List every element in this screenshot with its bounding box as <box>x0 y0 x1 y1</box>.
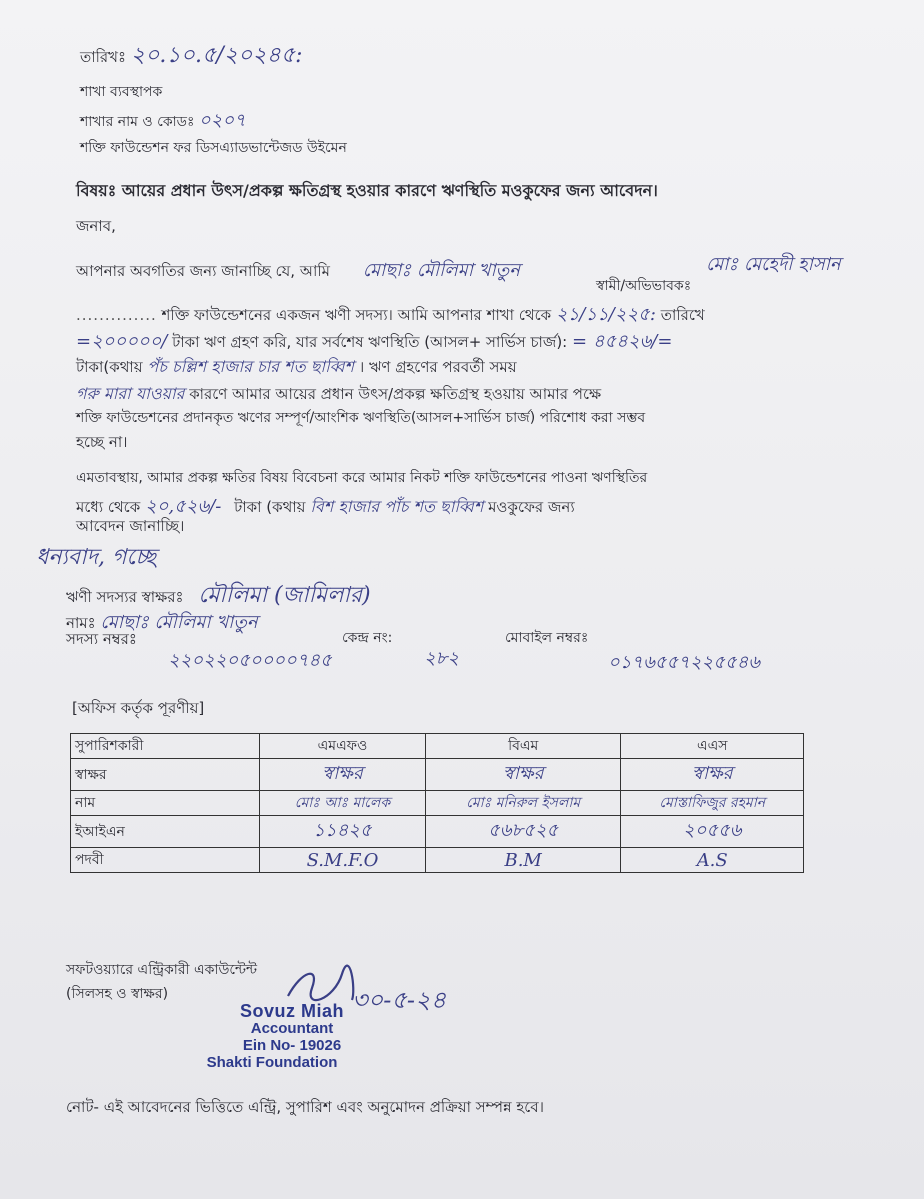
accountant-sublabel: (সিলসহ ও স্বাক্ষর) <box>66 986 169 1002</box>
seal-role: Accountant <box>250 1020 334 1037</box>
table-cell: ৫৬৮৫২৫ <box>425 816 621 848</box>
table-cell: মোঃ মনিরুল ইসলাম <box>425 791 621 816</box>
recommendation-table <box>70 733 804 873</box>
para-text: টাকা (কথায় <box>234 498 306 516</box>
table-cell: এমএফও <box>260 734 426 759</box>
name-label: নামঃ <box>66 614 96 632</box>
waiver-in-words: বিশ হাজার পাঁচ শত ছাব্বিশ <box>310 497 484 516</box>
table-row <box>71 734 804 759</box>
para-text: টাকা ঋণ গ্রহণ করি, যার সর্বশেষ ঋণস্থিতি (আসল+ সার্ভিস চার্জ): <box>172 333 568 351</box>
table-row <box>71 816 804 848</box>
mobile-number: ০১৭৬৫৫৭২২৫৫৪৬ <box>608 652 761 673</box>
para1-line1 <box>76 256 520 287</box>
date-line <box>80 38 303 75</box>
table-cell: B.M <box>425 848 621 873</box>
table-cell: মোঃ আঃ মালেক <box>260 791 426 816</box>
accountant-seal <box>206 1001 345 1071</box>
center-label: কেন্দ্র নং: <box>342 630 393 646</box>
para-text: তারিখে <box>660 306 705 324</box>
spouse-label: স্বামী/অভিভাবকঃ <box>596 278 692 294</box>
signature-cell: স্বাক্ষর <box>621 759 804 791</box>
row-label: স্বাক্ষর <box>71 759 260 791</box>
member-number: ২২০২২০৫০০০০৭৪৫ <box>168 650 332 671</box>
signature-cell: স্বাক্ষর <box>425 759 621 791</box>
loan-date: ২১/১১/২২৫: <box>555 304 656 325</box>
loss-reason: গরু মারা যাওয়ার <box>76 384 185 403</box>
signature-cell: স্বাক্ষর <box>260 759 426 791</box>
para-text: মওকুফের জন্য <box>488 498 575 516</box>
waiver-amount: ২০,৫২৬/- <box>144 496 222 517</box>
table-cell: বিএম <box>425 734 621 759</box>
para1-line6: শক্তি ফাউন্ডেশনের প্রদানকৃত ঋণের সম্পূর্ণ/আংশিক ঋণস্থিতি(আসল+সার্ভিস চার্জ) পরিশোধ করা সম্ভব <box>76 410 646 426</box>
subject-line: বিষয়ঃ আয়ের প্রধান উৎস/প্রকল্প ক্ষতিগ্রস্থ হওয়ার কারণে ঋণস্থিতি মওকুফের জন্য আবেদন। <box>76 181 658 200</box>
branch-label: শাখার নাম ও কোডঃ <box>80 114 195 130</box>
row-label: সুপারিশকারী <box>71 734 260 759</box>
row-label: পদবী <box>71 848 260 873</box>
member-number-label: সদস্য নম্বরঃ <box>66 630 137 648</box>
seal-name: Sovuz Miah <box>240 1001 345 1021</box>
branch-code: ০২০৭ <box>198 110 246 131</box>
handwritten-note: ধন্যবাদ, গচ্ছে <box>36 545 157 570</box>
applicant-name: মোছাঃ মৌলিমা খাতুন <box>362 260 520 281</box>
table-cell: A.S <box>621 848 804 873</box>
seal-organization: Shakti Foundation <box>206 1054 338 1071</box>
center-number: ২৮২ <box>424 648 460 669</box>
para2-line3: আবেদন জানাচ্ছি। <box>76 517 185 535</box>
organization-line: শক্তি ফাউন্ডেশন ফর ডিসএ্যাডভান্টেজড উইমেন <box>80 140 347 156</box>
accountant-sign-date: ৩০-৫-২৪ <box>352 986 447 1014</box>
table-row <box>71 848 804 873</box>
para-text: টাকা(কথায় <box>76 358 143 376</box>
accountant-label: সফটওয়্যারে এন্ট্রিকারী একাউন্টেন্ট <box>66 962 258 978</box>
blank-dots: .............. <box>76 306 157 324</box>
balance-in-words: পঁচ চল্লিশ হাজার চার শত ছাব্বিশ <box>147 357 355 376</box>
row-label: নাম <box>71 791 260 816</box>
row-label: ইআইএন <box>71 816 260 848</box>
para-text: । ঋণ গ্রহণের পরবর্তী সময় <box>358 358 517 376</box>
para-text: আপনার অবগতির জন্য জানাচ্ছি যে, আমি <box>76 262 330 280</box>
member-signature: মৌলিমা (জামিলার) <box>198 583 371 608</box>
date-label: তারিখঃ <box>80 48 126 66</box>
table-row <box>71 759 804 791</box>
table-cell: মোস্তাফিজুর রহমান <box>621 791 804 816</box>
table-cell: এএস <box>621 734 804 759</box>
table-cell: ১১৪২৫ <box>260 816 426 848</box>
loan-amount: =২০০০০০/ <box>76 331 168 352</box>
mobile-label: মোবাইল নম্বরঃ <box>505 630 589 646</box>
para1-line4 <box>76 354 517 381</box>
signature-label: ঋণী সদস্যর স্বাক্ষরঃ <box>66 588 184 606</box>
branch-line <box>80 106 246 137</box>
signature-stroke <box>288 966 353 1000</box>
table-cell: S.M.F.O <box>260 848 426 873</box>
seal-ein: Ein No- 19026 <box>242 1037 342 1054</box>
para-text: কারণে আমার আয়ের প্রধান উৎস/প্রকল্প ক্ষতিগ্রস্থ হওয়ায় আমার পক্ষে <box>189 385 602 403</box>
loan-balance: = ৪৫৪২৬/= <box>572 331 673 352</box>
member-name: মোছাঃ মৌলিমা খাতুন <box>100 612 258 633</box>
para1-line7: হচ্ছে না। <box>76 433 128 451</box>
footnote: নোট- এই আবেদনের ভিত্তিতে এন্ট্রি, সুপারিশ এবং অনুমোদন প্রক্রিয়া সম্পন্ন হবে। <box>66 1098 544 1116</box>
recipient-line: শাখা ব্যবস্থাপক <box>80 84 163 100</box>
spouse-name: মোঃ মেহেদী হাসান <box>706 254 841 275</box>
para-text: মধ্যে থেকে <box>76 498 141 516</box>
para-text: শক্তি ফাউন্ডেশনের একজন ঋণী সদস্য। আমি আপনার শাখা থেকে <box>161 306 552 324</box>
office-use-note: [অফিস কর্তৃক পূরণীয়] <box>72 699 205 717</box>
date-value: ২০.১০.৫/২০২৪৫: <box>130 43 303 68</box>
table-cell: ২০৫৫৬ <box>621 816 804 848</box>
para2-line1: এমতাবস্থায়, আমার প্রকল্প ক্ষতির বিষয় বিবেচনা করে আমার নিকট শক্তি ফাউন্ডেশনের পাওনা ঋণস্থিতির <box>76 470 648 486</box>
table-row <box>71 791 804 816</box>
para1-line5 <box>76 381 601 408</box>
salutation: জনাব, <box>76 217 116 235</box>
